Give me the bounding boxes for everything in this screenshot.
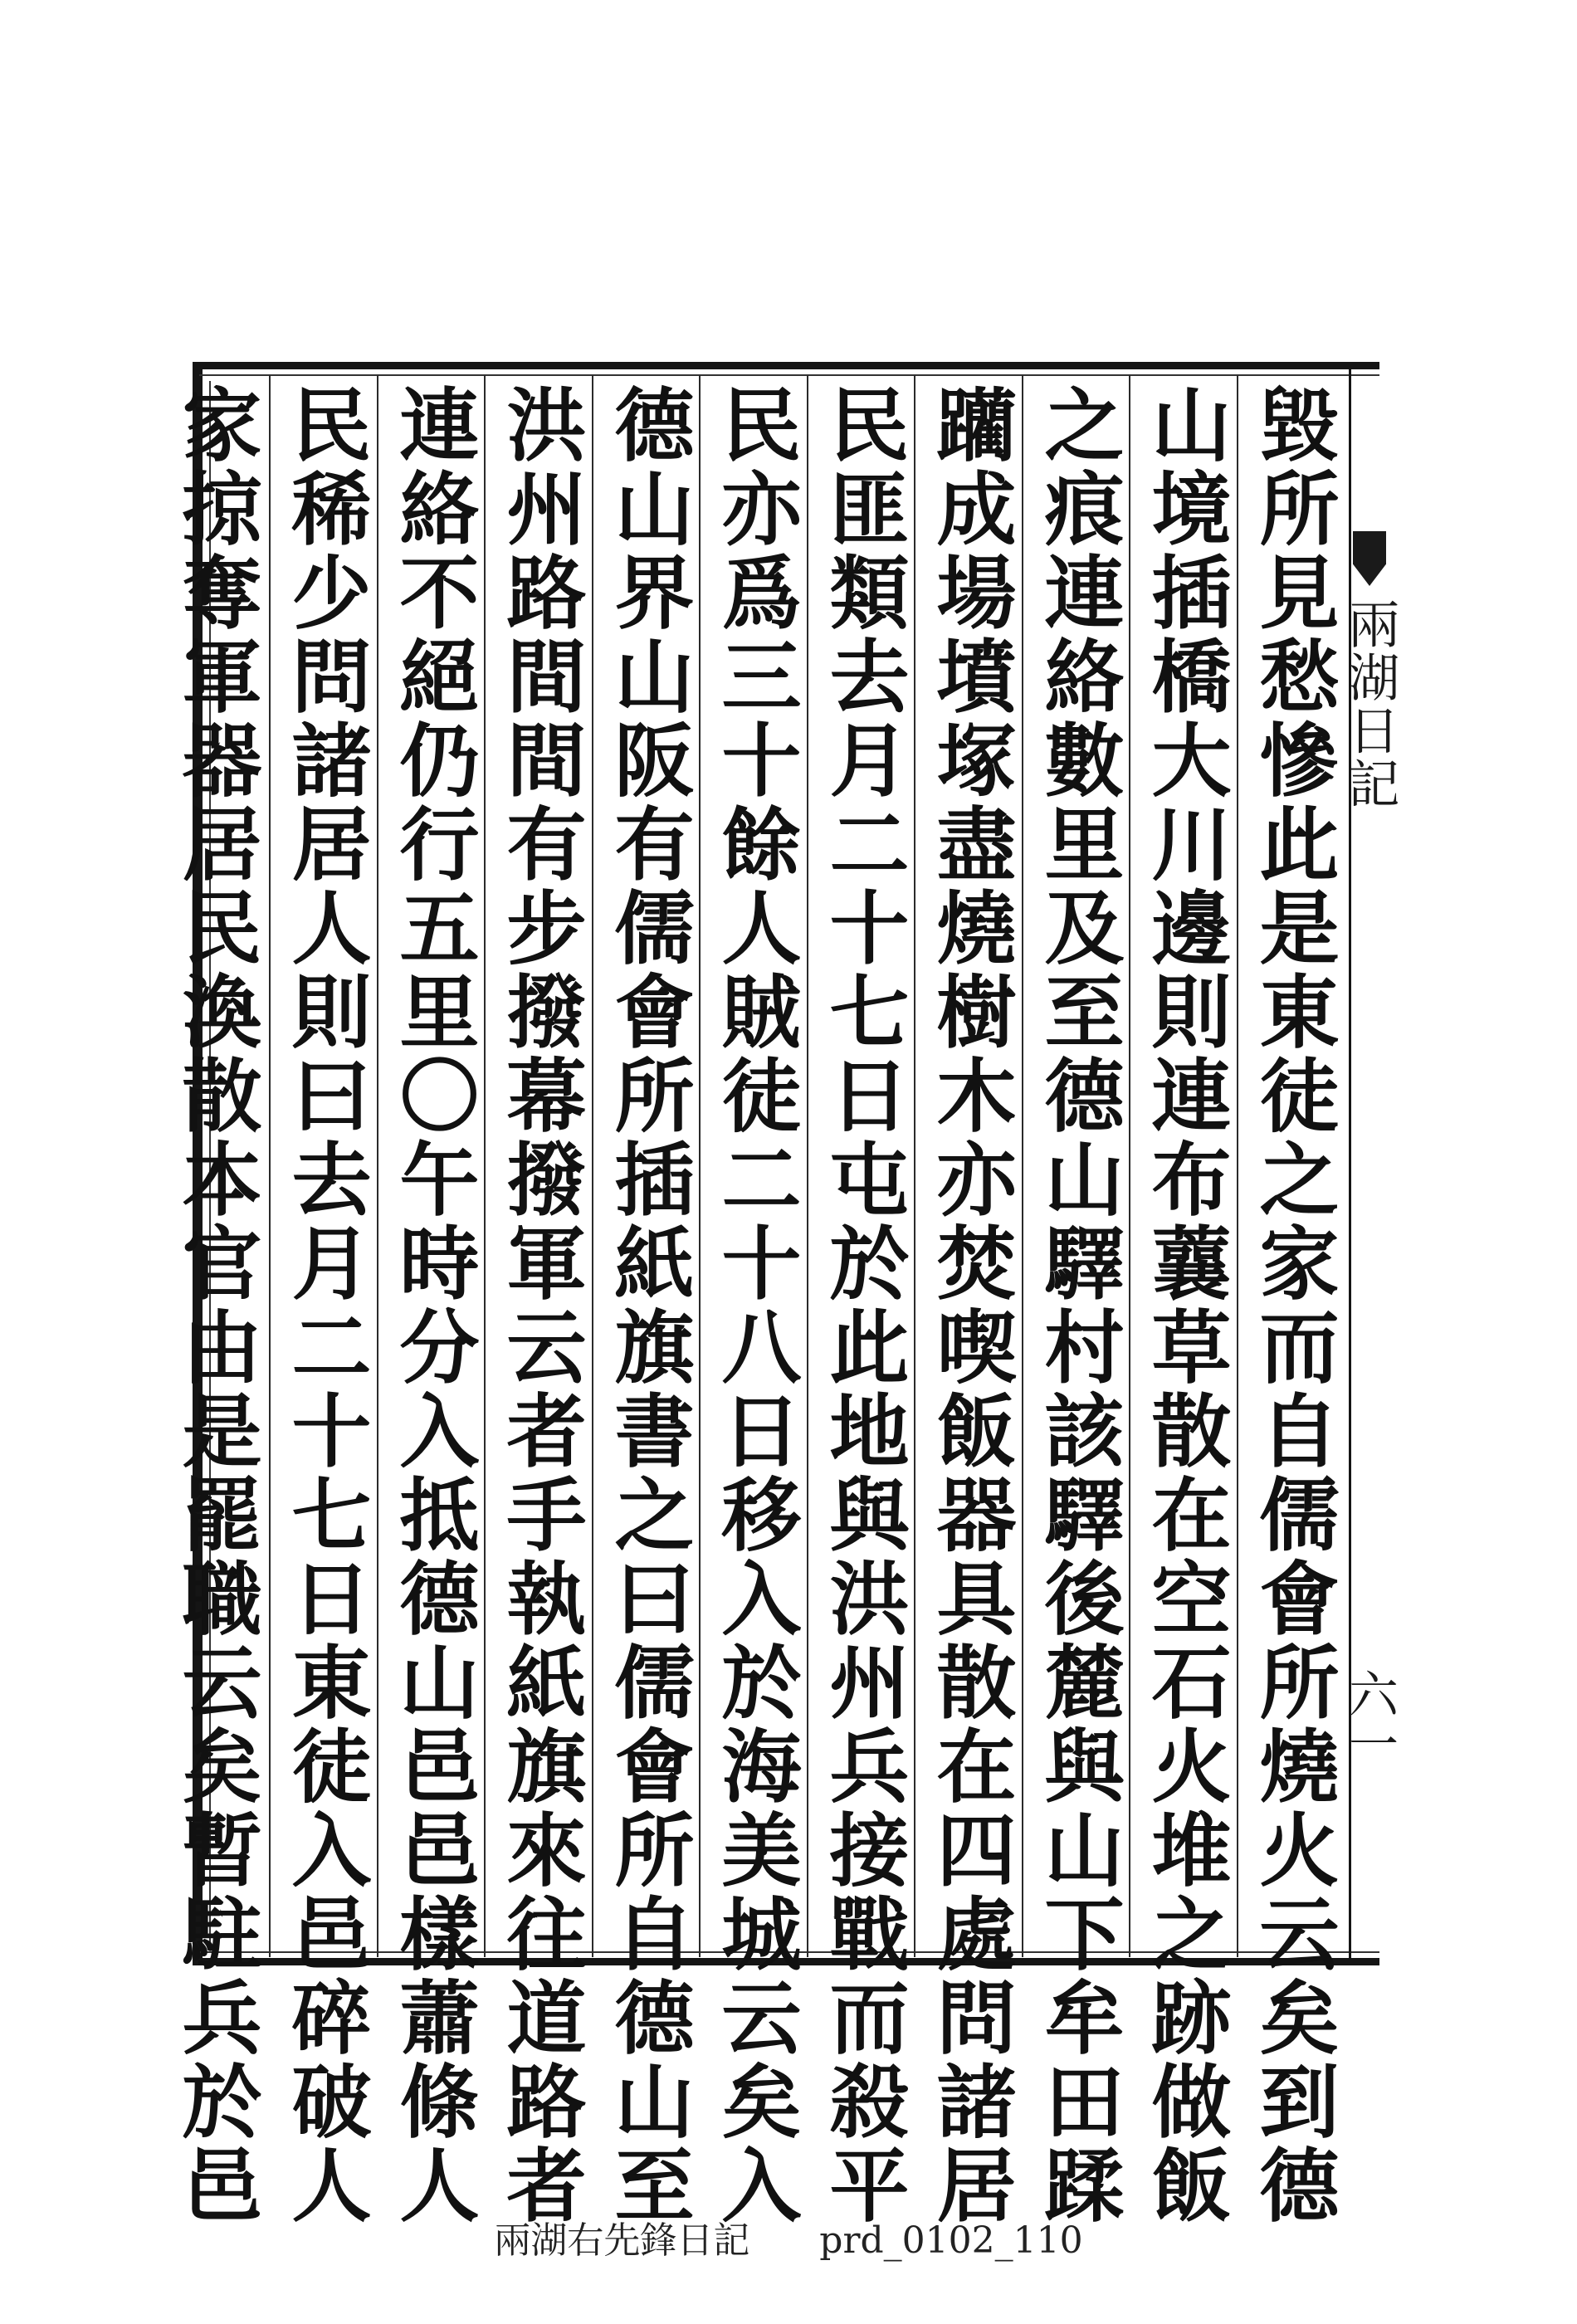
- text-column-11: 家掠奪軍器居民渙散本官由是罷職云矣暫駐兵於邑: [169, 383, 263, 2228]
- text-column-5: 民匪類去月二十七日屯於此地與洪州兵接戰而殺平: [817, 383, 911, 2228]
- text-column-2: 山境插橋大川邊則連布蘘草散在空石火堆之跡做飯: [1139, 383, 1233, 2228]
- block-heart-page-number: 六一: [1340, 1668, 1399, 1768]
- caption-id: prd_0102_110: [819, 2219, 1083, 2262]
- text-column-3: 之痕連絡數里及至德山驛村該驛後麓與山下牟田蹂: [1032, 383, 1125, 2228]
- page-caption: [0, 2210, 1577, 2263]
- block-heart-title: 兩湖日記: [1340, 598, 1400, 810]
- text-column-10: 民稀少問諸居人則曰去月二十七日東徒入邑碎破人: [279, 383, 373, 2228]
- text-column-4: 躪成場墳塚盡燒樹木亦焚喫飯器具散在四處問諸居: [924, 383, 1018, 2228]
- text-column-8: 洪州路間間有步撥幕撥軍云者手執紙旗來往道路者: [494, 383, 588, 2228]
- text-column-9: 連絡不絕仍行五里〇午時分入抵德山邑邑樣蕭條人: [387, 383, 481, 2228]
- column-rule: [269, 375, 271, 1957]
- text-column-7: 德山界山阪有儒會所插紙旗書之曰儒會所自德山至: [602, 383, 696, 2228]
- caption-title: 兩湖右先鋒日記: [494, 2219, 750, 2262]
- text-column-1: 毀所見愁慘此是東徒之家而自儒會所燒火云矣到德: [1247, 383, 1340, 2228]
- text-column-6: 民亦爲三十餘人賊徒二十八日移入於海美城云矣入: [709, 383, 803, 2228]
